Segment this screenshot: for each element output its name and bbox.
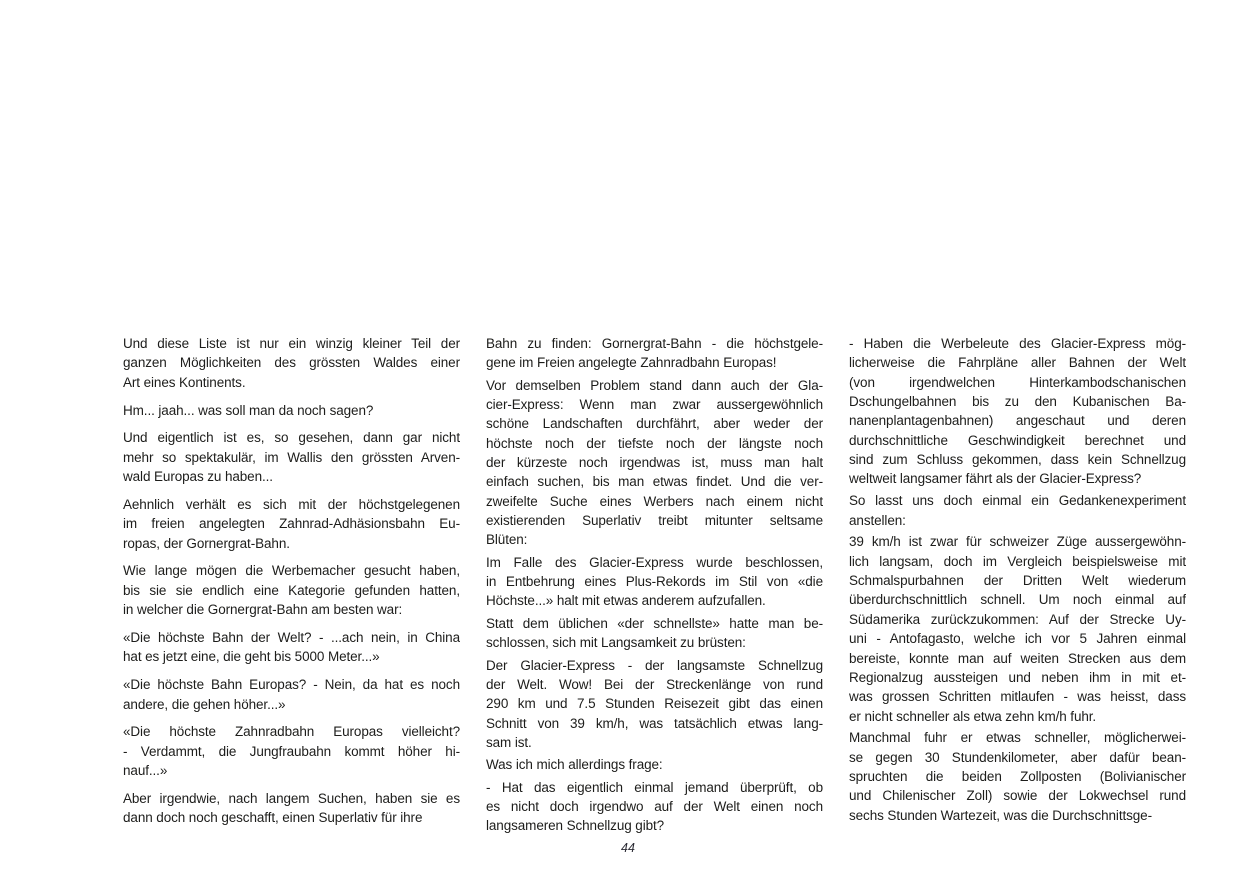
text-line: (von irgendwelchen Hinterkambodschanischen [849, 374, 1186, 390]
text-line: Hm... jaah... was soll man da noch sagen? [123, 402, 374, 418]
paragraph [123, 495, 460, 553]
text-line: in Entbehrung eines Plus-Rekords im Stil von «die [486, 574, 823, 590]
paragraph [486, 778, 823, 836]
text-line: Dschungelbahnen bis zu den Kubanischen Ba- [849, 394, 1186, 410]
text-column-middle [486, 334, 823, 836]
text-line: Wie lange mögen die Werbemacher gesucht haben, [123, 563, 460, 579]
text-line: der Welt. Wow! Bei der Streckenlänge von rund [486, 676, 823, 692]
text-line: 39 km/h ist zwar für schweizer Züge aussergewöhn- [849, 534, 1186, 550]
text-line: licherweise die Fahrpläne aller Bahnen der Welt [849, 355, 1186, 371]
paragraph [123, 561, 460, 619]
text-line: er nicht schneller als etwa zehn km/h fuhr. [849, 708, 1097, 724]
paragraph [849, 728, 1186, 825]
paragraph [849, 334, 1186, 489]
text-line: der kürzeste noch irgendwas ist, muss man halt [486, 455, 823, 471]
text-line: andere, die gehen höher...» [123, 696, 286, 712]
text-line: Manchmal fuhr er etwas schneller, möglicherwei- [849, 730, 1186, 746]
text-line: hat es jetzt eine, die geht bis 5000 Meter...» [123, 649, 380, 665]
text-line: Aehnlich verhält es sich mit der höchstgelegenen [123, 496, 460, 512]
text-line: höchste noch der tiefste noch der längste noch [486, 435, 823, 451]
text-line: schöne Landschaften durchfährt, aber weder der [486, 416, 823, 432]
text-columns [123, 334, 1186, 836]
text-line: «Die höchste Bahn Europas? - Nein, da hat es noch [123, 677, 460, 693]
text-line: durchschnittliche Geschwindigkeit berechnet und [849, 432, 1186, 448]
text-line: Südamerika zurückzukommen: Auf der Strecke Uy- [849, 611, 1186, 627]
text-line: Und eigentlich ist es, so gesehen, dann gar nicht [123, 430, 460, 446]
paragraph [123, 675, 460, 714]
text-column-left [123, 334, 460, 836]
text-line: So lasst uns doch einmal ein Gedankenexperiment [849, 493, 1186, 509]
text-line: Und diese Liste ist nur ein winzig kleiner Teil der [123, 336, 460, 351]
text-line: existierenden Superlativ treibt mitunter seltsame [486, 513, 823, 529]
text-line: im freien angelegten Zahnrad-Adhäsionsbahn Eu- [123, 516, 460, 532]
paragraph [486, 656, 823, 753]
text-line: «Die höchste Bahn der Welt? - ...ach nein, in China [123, 629, 460, 645]
text-line: mehr so spektakulär, im Wallis den grössten Arven- [123, 449, 460, 465]
paragraph [486, 614, 823, 653]
text-line: - Haben die Werbeleute des Glacier-Express mög- [849, 336, 1186, 351]
text-line: Schnitt von 39 km/h, was tatsächlich etwas lang- [486, 715, 823, 731]
paragraph [123, 428, 460, 486]
text-line: Höchste...» halt mit etwas anderem aufzufallen. [486, 593, 766, 609]
text-line: bereiste, konnte man auf weiten Strecken aus dem [849, 650, 1186, 666]
text-line: einfach suchen, bis man etwas findet. Und die ver- [486, 474, 823, 490]
text-line: ganzen Möglichkeiten des grössten Waldes einer [123, 355, 460, 371]
text-line: weltweit langsamer fährt als der Glacier-Express? [849, 471, 1142, 487]
text-line: Aber irgendwie, nach langem Suchen, haben sie es [123, 790, 460, 806]
text-line: Schmalspurbahnen der Dritten Welt wiederum [849, 573, 1186, 589]
text-line: cier-Express: Wenn man zwar aussergewöhnlich [486, 397, 823, 413]
text-line: Was ich mich allerdings frage: [486, 757, 663, 773]
text-line: lich langsam, doch im Vergleich beispielsweise mit [849, 553, 1186, 569]
text-line: gene im Freien angelegte Zahnradbahn Europas! [486, 355, 777, 371]
text-line: sam ist. [486, 734, 532, 750]
paragraph [486, 553, 823, 611]
page-number: 44 [621, 841, 635, 855]
text-line: wald Europas zu haben... [123, 469, 273, 485]
text-line: Der Glacier-Express - der langsamste Schnellzug [486, 657, 823, 673]
text-line: in welcher die Gornergrat-Bahn am besten war: [123, 602, 403, 618]
text-line: 290 km und 7.5 Stunden Reisezeit gibt das einen [486, 696, 823, 712]
paragraph [123, 789, 460, 828]
text-line: Regionalzug aussteigen und neben ihm in mit et- [849, 669, 1186, 685]
text-line: anstellen: [849, 512, 906, 528]
text-line: nanenplantagenbahnen) angeschaut und deren [849, 413, 1186, 429]
text-line: und Chilenischer Zoll) sowie der Lokwechsel rund [849, 788, 1186, 804]
paragraph [486, 376, 823, 550]
text-line: überdurchschnittlich schnell. Um noch einmal auf [849, 592, 1186, 608]
text-line: spruchten die beiden Zollposten (Bolivianischer [849, 769, 1186, 785]
paragraph [123, 628, 460, 667]
text-line: Blüten: [486, 532, 528, 548]
paragraph [123, 334, 460, 392]
text-line: langsameren Schnellzug gibt? [486, 818, 665, 834]
paragraph [849, 491, 1186, 530]
text-line: dann doch noch geschafft, einen Superlativ für ihre [123, 810, 423, 826]
text-line: zweifelte Suche eines Werbers nach einem nicht [486, 493, 823, 509]
text-line: ropas, der Gornergrat-Bahn. [123, 535, 290, 551]
text-line: es nicht doch irgendwo auf der Welt einen noch [486, 798, 823, 814]
text-line: - Verdammt, die Jungfraubahn kommt höher hi- [123, 743, 460, 759]
text-line: schlossen, sich mit Langsamkeit zu brüsten: [486, 635, 746, 651]
text-line: se gegen 30 Stundenkilometer, aber dafür bean- [849, 749, 1186, 765]
text-line: «Die höchste Zahnradbahn Europas vielleicht? [123, 724, 460, 740]
text-line: - Hat das eigentlich einmal jemand überprüft, ob [486, 779, 823, 795]
text-column-right [849, 334, 1186, 836]
text-line: uni - Antofagasto, welche ich vor 5 Jahren einmal [849, 631, 1186, 647]
paragraph [849, 532, 1186, 725]
paragraph [486, 334, 823, 373]
text-line: sind zum Schluss gekommen, dass kein Schnellzug [849, 452, 1186, 468]
paragraph [123, 401, 460, 420]
text-line: Art eines Kontinents. [123, 374, 246, 390]
text-line: nauf...» [123, 763, 168, 779]
text-line: bis sie sie endlich eine Kategorie gefunden hatten, [123, 582, 460, 598]
paragraph [123, 722, 460, 780]
paragraph [486, 755, 823, 774]
text-line: Statt dem üblichen «der schnellste» hatte man be- [486, 615, 823, 631]
text-line: sechs Stunden Wartezeit, was die Durchschnittsge- [849, 807, 1152, 823]
text-line: Vor demselben Problem stand dann auch der Gla- [486, 377, 823, 393]
text-line: was grossen Schritten mitlaufen - was heisst, dass [849, 689, 1186, 705]
text-line: Im Falle des Glacier-Express wurde beschlossen, [486, 554, 823, 570]
text-line: Bahn zu finden: Gornergrat-Bahn - die höchstgele- [486, 336, 823, 351]
